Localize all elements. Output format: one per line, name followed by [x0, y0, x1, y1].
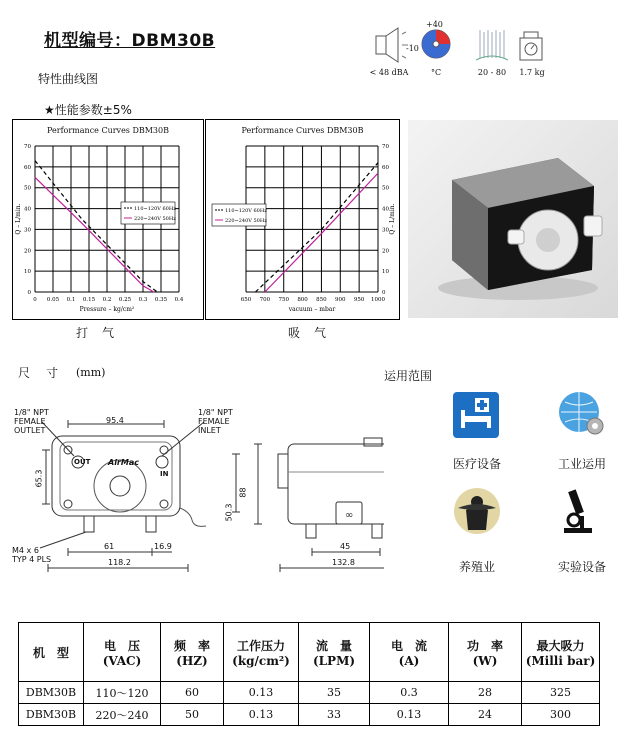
inlet-label-line: INLET: [198, 426, 221, 435]
y-tick-label: 30: [24, 227, 31, 234]
x-axis-label: vacuum – mbar: [288, 306, 336, 313]
x-tick-label: 700: [259, 297, 271, 303]
mount-label-line: M4 x 6: [12, 546, 39, 555]
dim-132-8: 132.8: [332, 558, 355, 567]
cell-flow: 35: [299, 682, 370, 704]
outlet-label-line: OUTLET: [14, 426, 46, 435]
port-in-label: IN: [160, 470, 169, 478]
cell-model: DBM30B: [19, 704, 84, 726]
temp-unit: °C: [430, 68, 442, 77]
dimension-heading: 尺 寸: [18, 366, 61, 380]
cell-max-suction: 325: [522, 682, 600, 704]
header-voltage: 电 压 (VAC): [84, 623, 161, 682]
pressure-chart-title: Performance Curves DBM30B: [47, 126, 169, 135]
outlet-label-line: FEMALE: [14, 417, 46, 426]
x-tick-label: 950: [353, 297, 365, 303]
outlet-label-line: 1/8" NPT: [14, 408, 49, 417]
y-tick-label: 50: [24, 185, 31, 192]
vacuum-caption: 吸气: [288, 326, 341, 340]
temperature-icon: [422, 30, 450, 58]
dim-65-3: 65.3: [34, 469, 44, 488]
x-tick-label: 1000: [371, 297, 385, 303]
y-axis-label: Q – L/min.: [389, 203, 396, 235]
y-tick-label: 20: [24, 248, 31, 255]
inlet-label-line: 1/8" NPT: [198, 408, 233, 417]
y-tick-label: 70: [24, 144, 31, 150]
spec-header-row: [19, 623, 600, 682]
humidity-value: 20 - 80: [477, 68, 507, 77]
product-photo: [408, 120, 618, 318]
applications-heading: 运用范围: [384, 369, 433, 383]
header-current: 电 流 (A): [370, 623, 449, 682]
spec-icons: [368, 22, 580, 82]
y-tick-label: 10: [24, 269, 31, 276]
x-tick-label: 0.4: [174, 297, 184, 303]
dim-45: 45: [340, 542, 351, 551]
pump-photo-graphic: [408, 120, 618, 318]
legend-entry: 220~240V 50Hz: [134, 216, 176, 222]
y-tick-label: 10: [382, 269, 389, 276]
x-tick-label: 800: [297, 297, 308, 303]
header-flow: 流 量 (LPM): [299, 623, 370, 682]
x-tick-label: 0.25: [118, 297, 132, 303]
industrial-icon: [557, 390, 607, 440]
mount-label: [12, 546, 51, 564]
inlet-label: [198, 408, 233, 435]
tolerance-note: ★性能参数±5%: [44, 103, 132, 117]
x-tick-label: 0.05: [46, 297, 60, 303]
header-pressure: 工作压力 (kg/cm²): [224, 623, 299, 682]
noise-value: < 48 dBA: [369, 68, 409, 77]
table-row: [19, 682, 600, 704]
vacuum-chart: [206, 120, 399, 319]
medical-icon: [453, 392, 499, 438]
weight-value: 1.7 kg: [519, 68, 545, 77]
port-out-label: OUT: [74, 458, 91, 466]
y-tick-label: 40: [382, 206, 389, 213]
dim-88: 88: [238, 487, 248, 498]
dimension-unit: (mm): [76, 366, 106, 379]
cell-power: 28: [449, 682, 522, 704]
cell-current: 0.13: [370, 704, 449, 726]
x-tick-label: 0.3: [138, 297, 148, 303]
temp-low: -10: [406, 44, 419, 53]
dim-118-2: 118.2: [108, 558, 131, 567]
y-tick-label: 0: [382, 290, 386, 296]
header-model: 机 型: [19, 623, 84, 682]
pressure-caption: 打气: [76, 326, 129, 340]
cell-voltage: 220～240: [84, 704, 161, 726]
dim-95-4: 95.4: [106, 416, 124, 425]
mount-label-line: TYP 4 PLS: [12, 555, 52, 564]
y-tick-label: 20: [382, 248, 389, 255]
cell-frequency: 50: [161, 704, 224, 726]
cell-max-suction: 300: [522, 704, 600, 726]
weight-icon: [520, 32, 542, 60]
y-tick-label: 60: [24, 164, 31, 171]
y-tick-label: 0: [27, 290, 31, 296]
x-tick-label: 0.2: [102, 297, 112, 303]
app-aquaculture-label: 养殖业: [458, 560, 495, 574]
cell-current: 0.3: [370, 682, 449, 704]
x-tick-label: 850: [316, 297, 327, 303]
vacuum-chart-panel: [205, 119, 400, 320]
y-tick-label: 60: [382, 164, 389, 171]
dim-61: 61: [104, 542, 115, 551]
spec-table: [18, 622, 600, 726]
y-tick-label: 30: [382, 227, 389, 234]
app-medical-label: 医疗设备: [452, 457, 501, 471]
dim-16-9: 16.9: [154, 542, 172, 551]
cell-frequency: 60: [161, 682, 224, 704]
x-tick-label: 650: [240, 297, 252, 303]
pressure-chart: [13, 120, 203, 319]
y-tick-label: 70: [382, 144, 389, 150]
brand-logo: AirMac: [108, 458, 139, 467]
y-tick-label: 40: [24, 206, 31, 213]
outlet-label: [14, 408, 49, 435]
inlet-label-line: FEMALE: [198, 417, 230, 426]
curve-heading: 特性曲线图: [38, 72, 99, 86]
cell-power: 24: [449, 704, 522, 726]
x-tick-label: 0: [33, 297, 37, 303]
cell-model: DBM30B: [19, 682, 84, 704]
cell-pressure: 0.13: [224, 682, 299, 704]
vacuum-chart-title: Performance Curves DBM30B: [241, 126, 364, 135]
pressure-chart-panel: [12, 119, 204, 320]
cell-flow: 33: [299, 704, 370, 726]
legend-entry: 110~120V 60Hz: [225, 208, 267, 214]
svg-text:∞: ∞: [345, 510, 354, 521]
y-tick-label: 50: [382, 185, 389, 192]
header-power: 功 率 (W): [449, 623, 522, 682]
x-tick-label: 900: [335, 297, 346, 303]
app-industrial-label: 工业运用: [557, 457, 606, 471]
x-tick-label: 0.35: [154, 297, 168, 303]
model-title: 机型编号：DBM30B: [44, 31, 216, 51]
app-laboratory-label: 实验设备: [557, 560, 606, 574]
cell-voltage: 110～120: [84, 682, 161, 704]
header-frequency: 频 率 (HZ): [161, 623, 224, 682]
humidity-icon: [476, 30, 508, 60]
speaker-icon: [376, 28, 408, 62]
legend-entry: 220~240V 50Hz: [225, 218, 267, 224]
laboratory-icon: [558, 486, 598, 536]
header-max-suction: 最大吸力 (Milli bar): [522, 623, 600, 682]
table-row: [19, 704, 600, 726]
temp-high: +40: [426, 20, 443, 29]
x-axis-label: Pressure – kg/cm²: [79, 306, 135, 313]
x-tick-label: 0.15: [82, 297, 96, 303]
x-tick-label: 0.1: [66, 297, 76, 303]
x-tick-label: 750: [278, 297, 289, 303]
legend-entry: 110~120V 60Hz: [134, 206, 176, 212]
aquaculture-icon: [452, 486, 502, 536]
cell-pressure: 0.13: [224, 704, 299, 726]
dim-50-3: 50.3: [224, 503, 234, 522]
dimension-drawing: [12, 388, 384, 588]
y-axis-label: Q – L/min.: [15, 203, 22, 235]
